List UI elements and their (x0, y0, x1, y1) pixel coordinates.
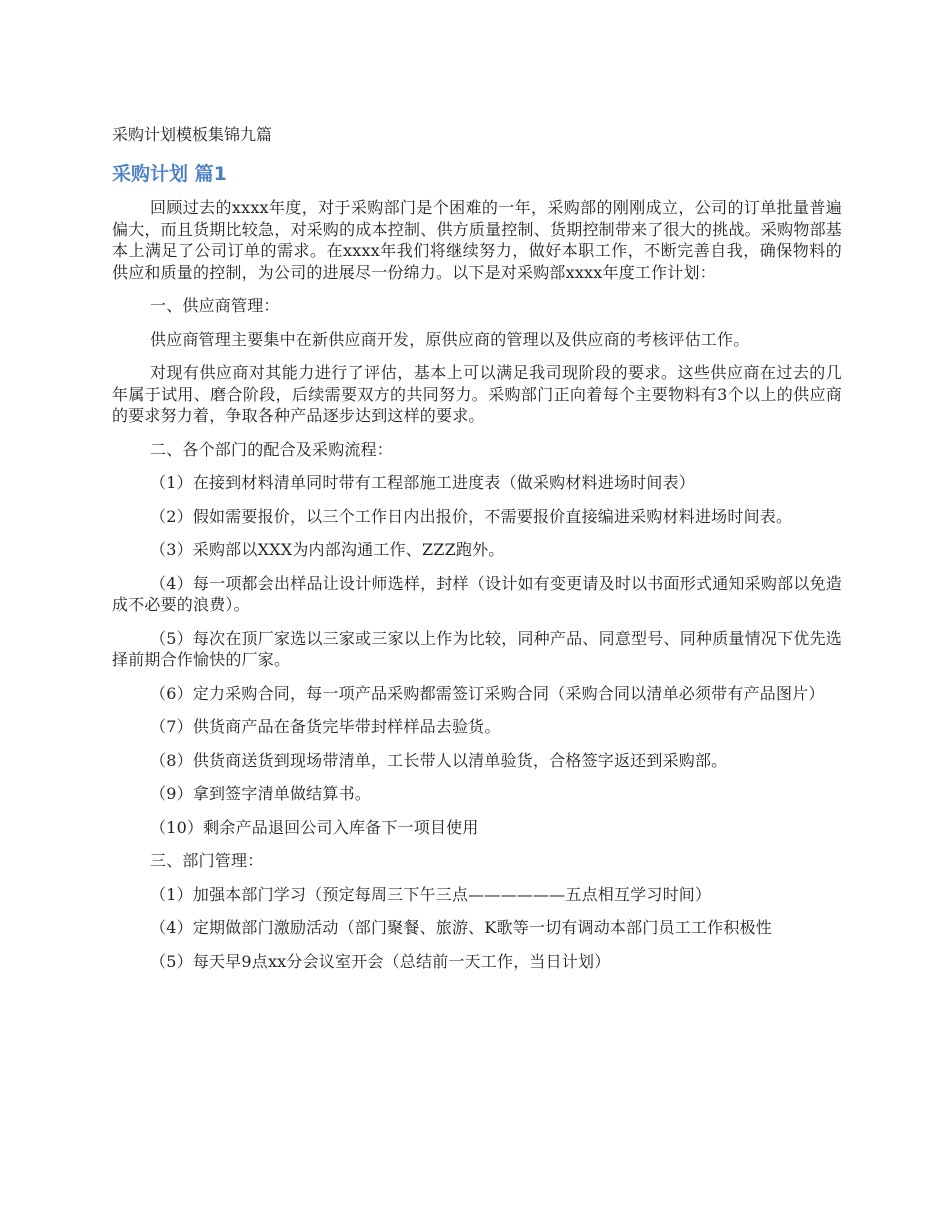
paragraph-process-item-6: （6）定力采购合同，每一项产品采购都需签订采购合同（采购合同以清单必须带有产品图片） (150, 683, 825, 703)
paragraph-process-item-4: （4）每一项都会出样品让设计师选样，封样（设计如有变更请及时以书面形式通知采购部以免造成不必要的浪费）。 (112, 573, 842, 614)
paragraph-process-item-5: （5）每次在顶厂家选以三家或三家以上作为比较，同种产品、同意型号、同种质量情况下优先选择前期合作愉快的厂家。 (112, 628, 842, 669)
document-page (112, 123, 842, 984)
paragraph-department-item-4: （4）定期做部门激励活动（部门聚餐、旅游、K歌等一切有调动本部门员工工作积极性 (150, 918, 772, 937)
paragraph-intro: 回顾过去的xxxx年度，对于采购部门是个困难的一年，采购部的刚刚成立，公司的订单批量普遍偏大，而且货期比较急，对采购的成本控制、供方质量控制、货期控制带来了很大的挑战。采购物部基本上满足了公司订单的需求。在xxxx年我们将继续努力，做好本职工作，不断完善自我，确保物料的供应和质量的控制，为公司的进展尽一份绵力。以下是对采购部xxxx年度工作计划： (112, 198, 842, 282)
paragraph-process-item-9: （9）拿到签字清单做结算书。 (150, 784, 371, 803)
paragraph-process-item-10: （10）剩余产品退回公司入库备下一项目使用 (150, 817, 479, 837)
paragraph-supplier-scope: 供应商管理主要集中在新供应商开发，原供应商的管理以及供应商的考核评估工作。 (150, 329, 750, 349)
paragraph-process-item-8: （8）供货商送货到现场带清单，工长带人以清单验货，合格签字返还到采购部。 (150, 750, 728, 770)
paragraph-heading-process: 二、各个部门的配合及采购流程： (150, 439, 394, 459)
paragraph-department-item-1: （1）加强本部门学习（预定每周三下午三点——————五点相互学习时间） (150, 884, 712, 904)
paragraph-process-item-1: （1）在接到材料清单同时带有工程部施工进度表（做采购材料进场时间表） (150, 473, 695, 492)
paragraph-supplier-evaluation: 对现有供应商对其能力进行了评估，基本上可以满足我司现阶段的要求。这些供应商在过去的几年属于试用、磨合阶段，后续需要双方的共同努力。采购部门正向着每个主要物料有3个以上的供应商的要求努力着，争取各种产品逐步达到这样的要求。 (112, 363, 842, 425)
paragraph-process-item-3: （3）采购部以XXX为内部沟通工作、ZZZ跑外。 (150, 540, 505, 559)
section-heading: 采购计划 篇1 (112, 163, 227, 185)
paragraph-department-item-5: （5）每天早9点xx分会议室开会（总结前一天工作，当日计划） (150, 951, 611, 971)
paragraph-heading-supplier: 一、供应商管理： (150, 296, 280, 315)
paragraph-heading-department: 三、部门管理： (150, 851, 264, 870)
paragraph-process-item-2: （2）假如需要报价，以三个工作日内出报价，不需要报价直接编进采购材料进场时间表。 (150, 506, 793, 526)
document-title: 采购计划模板集锦九篇 (112, 125, 273, 144)
paragraph-process-item-7: （7）供货商产品在备货完毕带封样样品去验货。 (150, 717, 501, 736)
